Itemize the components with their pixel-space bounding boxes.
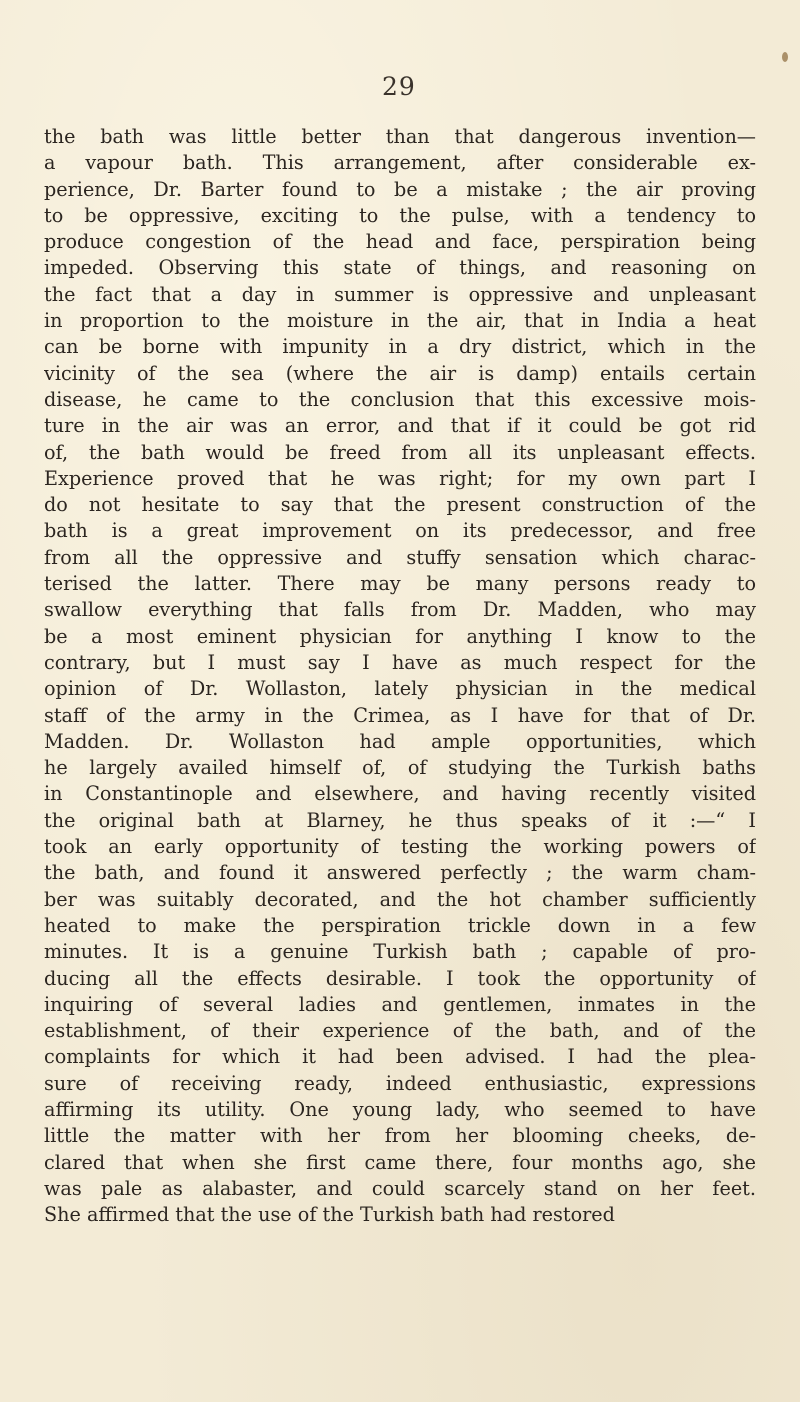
text-line: staff of the army in the Crimea, as I have for that of Dr.	[44, 703, 756, 727]
text-line: sure of receiving ready, indeed enthusiastic, expressions	[44, 1071, 756, 1095]
text-line: disease, he came to the conclusion that this excessive mois-	[44, 387, 756, 411]
text-line: swallow everything that falls from Dr. Madden, who may	[44, 598, 756, 622]
text-line: terised the latter. There may be many persons ready to	[44, 572, 756, 596]
text-line: the bath was little better than that dangerous invention—	[44, 125, 756, 148]
text-line: establishment, of their experience of the bath, and of the	[44, 1019, 756, 1043]
text-line: to be oppressive, exciting to the pulse, with a tendency to	[44, 203, 756, 227]
text-line: minutes. It is a genuine Turkish bath ; capable of pro-	[44, 940, 756, 964]
text-line: clared that when she first came there, four months ago, she	[44, 1150, 756, 1174]
text-line: heated to make the perspiration trickle down in a few	[44, 913, 756, 937]
text-line: bath is a great improvement on its predecessor, and free	[44, 519, 756, 543]
text-line: She affirmed that the use of the Turkish bath had restored	[44, 1203, 615, 1227]
text-line: opinion of Dr. Wollaston, lately physician in the medical	[44, 677, 756, 701]
text-line: in proportion to the moisture in the air, that in India a heat	[44, 309, 756, 333]
text-line: the bath, and found it answered perfectly ; the warm cham-	[44, 861, 756, 885]
text-line: he largely availed himself of, of studying the Turkish baths	[44, 756, 756, 780]
text-line: affirming its utility. One young lady, who seemed to have	[44, 1097, 756, 1121]
text-line: of, the bath would be freed from all its unpleasant effects.	[44, 440, 756, 464]
text-line: a vapour bath. This arrangement, after considerable ex-	[44, 151, 756, 175]
text-line: inquiring of several ladies and gentlemen, inmates in the	[44, 992, 756, 1016]
text-line: the fact that a day in summer is oppressive and unpleasant	[44, 282, 756, 306]
page-number: 29	[382, 72, 416, 101]
text-line: complaints for which it had been advised. I had the plea-	[44, 1045, 756, 1069]
text-line: can be borne with impunity in a dry district, which in the	[44, 335, 756, 359]
text-line: ture in the air was an error, and that if it could be got rid	[44, 414, 756, 438]
text-line: Experience proved that he was right; for my own part I	[44, 466, 756, 490]
text-line: was pale as alabaster, and could scarcely stand on her feet.	[44, 1176, 756, 1200]
text-line: in Constantinople and elsewhere, and having recently visited	[44, 782, 756, 806]
text-line: produce congestion of the head and face, perspiration being	[44, 230, 756, 254]
text-line: impeded. Observing this state of things, and reasoning on	[44, 256, 756, 280]
text-line: contrary, but I must say I have as much respect for the	[44, 650, 756, 674]
text-line: little the matter with her from her blooming cheeks, de-	[44, 1124, 756, 1148]
ink-blemish	[782, 52, 788, 62]
text-line: perience, Dr. Barter found to be a mistake ; the air proving	[44, 177, 756, 201]
text-line: from all the oppressive and stuffy sensation which charac-	[44, 545, 756, 569]
text-line: took an early opportunity of testing the working powers of	[44, 835, 756, 859]
text-line: ber was suitably decorated, and the hot chamber sufficiently	[44, 887, 756, 911]
text-line: ducing all the effects desirable. I took the opportunity of	[44, 966, 756, 990]
text-line: the original bath at Blarney, he thus speaks of it :—“ I	[44, 808, 756, 832]
text-line: vicinity of the sea (where the air is damp) entails certain	[44, 361, 756, 385]
text-line: do not hesitate to say that the present construction of the	[44, 493, 756, 517]
body-text	[44, 124, 756, 1228]
text-line: Madden. Dr. Wollaston had ample opportunities, which	[44, 729, 756, 753]
text-line: be a most eminent physician for anything I know to the	[44, 624, 756, 648]
